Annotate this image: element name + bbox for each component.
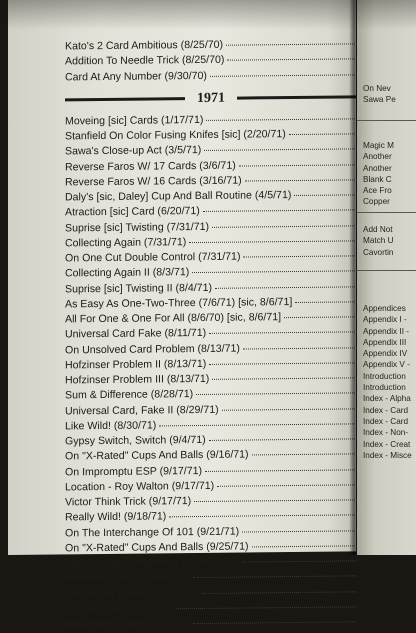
dot-leader xyxy=(202,590,357,594)
right-page-entry: Magic M xyxy=(363,141,394,150)
toc-entry xyxy=(65,67,357,85)
year-rule-right xyxy=(237,96,357,100)
dot-leader xyxy=(159,422,357,426)
dot-leader xyxy=(294,193,357,196)
dot-leader xyxy=(206,117,357,121)
right-page-entry: Another xyxy=(363,152,392,162)
dot-leader xyxy=(252,453,357,456)
toc-entry-title: Card At Any Number (9/30/70) xyxy=(65,69,207,83)
dot-leader xyxy=(215,285,357,288)
right-divider-1 xyxy=(357,120,416,121)
toc-entry-title: Really Wild! (9/18/71) xyxy=(65,510,167,524)
right-page-entry: Appendix III xyxy=(363,337,407,347)
dot-leader xyxy=(192,270,357,274)
dot-leader xyxy=(196,392,357,396)
toc-entry-title: Sum & Difference (8/28/71) xyxy=(65,388,194,402)
dot-leader xyxy=(289,132,357,135)
toc-entry-title: On One Cut Double Control (7/31/71) xyxy=(65,250,241,265)
right-page-entry: Add Not xyxy=(363,225,393,234)
toc-entry-title: On Unsolved Card Problem (8/13/71) xyxy=(65,342,240,356)
toc-entry-title: Collecting Again (7/31/71) xyxy=(65,235,187,250)
toc-entry-title: As Easy As One-Two-Three (7/6/71) [sic, 8/6/71] xyxy=(65,295,293,311)
toc-entry-title: On Slap Jack (10/7/71) xyxy=(65,602,174,616)
dot-leader xyxy=(243,254,357,257)
toc-entry-title: Sawa's Close-up Act (3/5/71) xyxy=(65,144,202,158)
dot-leader xyxy=(209,331,357,335)
toc-entry-title: On Freight Elevator (107/71) xyxy=(65,586,200,600)
toc-entry-title: On "X-Rated" Cups And Balls (9/16/71) xyxy=(65,448,249,463)
dot-leader xyxy=(239,163,357,166)
right-page-entry: Appendices xyxy=(363,304,406,313)
table-of-contents xyxy=(65,36,357,632)
dot-leader xyxy=(222,407,357,410)
toc-entry-title: On "X-Rated" Cups And Balls (9/25/71) xyxy=(65,540,249,555)
right-page-entry: Sawa Pe xyxy=(363,95,396,105)
toc-entry-title: Suprise [sic] Twisting II (8/4/71) xyxy=(65,281,212,295)
toc-entry-title: Misprinted Cards (10/8/71) xyxy=(65,617,191,631)
dot-leader xyxy=(212,376,357,380)
right-page-entry: Blank C xyxy=(363,174,392,184)
dot-leader xyxy=(243,346,357,349)
right-divider-3 xyxy=(357,270,416,271)
right-group-3 xyxy=(363,224,416,258)
toc-entry-title: Victor Think Trick (9/17/71) xyxy=(65,495,192,509)
toc-entry-title: Penetrating Aces (9/30/71) xyxy=(65,571,191,585)
dot-leader xyxy=(242,529,357,532)
right-page-entry: Index - Card xyxy=(363,416,409,426)
dot-leader xyxy=(217,483,357,486)
right-page-entry: Ace Fro xyxy=(363,186,392,196)
dot-leader xyxy=(189,239,357,243)
dot-leader xyxy=(227,58,357,61)
right-page-entry: Index - Creat xyxy=(363,439,411,449)
toc-entry-title: Universal Card Fake (8/11/71) xyxy=(65,327,207,341)
toc-entry-title: Universal Card, Fake II (8/29/71) xyxy=(65,403,219,417)
pre-1971-entries xyxy=(65,36,357,85)
right-page-entry: Introduction xyxy=(363,371,406,381)
dot-leader xyxy=(252,544,357,547)
toc-entry-title: Collecting Again II (8/3/71) xyxy=(65,266,190,280)
right-page-entry: Introduction xyxy=(363,383,406,393)
toc-entry-title: Hofzinser Problem II (8/13/71) xyxy=(65,357,207,372)
dot-leader xyxy=(204,148,357,152)
toc-entry-title: Daly's [sic, Daley] Cup And Ball Routine (4/5/71) xyxy=(65,189,292,204)
right-page-entry: Index - Card xyxy=(363,405,409,415)
toc-entry-title: All For One & One For All (8/6/70) [sic, 8/6/71] xyxy=(65,311,282,326)
toc-entry-title: Moveing [sic] Cards (1/17/71) xyxy=(65,113,204,128)
toc-entry-title: Atraction [sic] Card (6/20/71) xyxy=(65,205,200,219)
right-group-1 xyxy=(363,83,416,106)
year-rule-left xyxy=(65,97,185,101)
toc-entry-title: Stanfield On Color Fusing Knifes [sic] (2/20/71) xyxy=(65,128,286,143)
dot-leader xyxy=(245,178,357,181)
toc-entry-title: Addition To Needle Trick (8/25/70) xyxy=(65,53,225,68)
dot-leader xyxy=(169,514,357,518)
right-page-entry: Copper xyxy=(363,197,390,207)
dot-leader xyxy=(212,224,357,228)
right-page-entry: On Nev xyxy=(363,84,391,93)
right-page-entry: Appendix II - xyxy=(363,326,409,336)
right-group-2 xyxy=(363,140,416,208)
dot-leader xyxy=(242,559,357,562)
left-page xyxy=(8,0,356,631)
dot-leader xyxy=(194,498,357,502)
dot-leader xyxy=(209,361,357,365)
dot-leader xyxy=(226,42,357,45)
toc-entry-title: Reverse Faros W/ 16 Cards (3/16/71) xyxy=(65,174,242,189)
toc-entry xyxy=(65,614,357,632)
toc-entry-title: Hofzinser Problem III (8/13/71) xyxy=(65,372,210,387)
toc-entry-title: On Impromptu ESP (9/17/71) xyxy=(65,464,202,478)
dot-leader xyxy=(205,468,357,472)
dot-leader xyxy=(203,209,357,213)
right-page-entry: Index - Alpha xyxy=(363,394,411,404)
right-page-entry: Match U xyxy=(363,236,394,246)
1971-entries xyxy=(65,111,357,633)
toc-entry-title: Like Wild! (8/30/71) xyxy=(65,419,157,433)
right-group-4 xyxy=(363,303,416,461)
dot-leader xyxy=(295,300,357,303)
right-page-entry: Cavortin xyxy=(363,247,394,257)
year-heading xyxy=(65,86,357,111)
dot-leader xyxy=(193,620,357,624)
dot-leader xyxy=(176,605,357,609)
right-page-entry: Appendix V - xyxy=(363,360,410,370)
toc-entry-title: Suprise [sic] Twisting (7/31/71) xyxy=(65,220,210,234)
dot-leader xyxy=(284,315,357,318)
right-page-entry: Index - Non- xyxy=(363,428,409,438)
dot-leader xyxy=(209,437,357,441)
year-label: 1971 xyxy=(197,90,225,106)
toc-entry-title: Location - Roy Walton (9/17/71) xyxy=(65,479,215,494)
right-page xyxy=(357,0,416,555)
right-page-entry: Appendix I - xyxy=(363,315,407,325)
right-page-entry: Appendix IV xyxy=(363,349,408,359)
dot-leader xyxy=(193,575,357,579)
dot-leader xyxy=(210,73,357,77)
right-page-entry: Another xyxy=(363,163,392,173)
right-page-entry: Index - Misce xyxy=(363,450,412,460)
right-divider-2 xyxy=(357,212,416,213)
toc-entry-title: Gypsy Switch, Switch (9/4/71) xyxy=(65,433,206,448)
toc-entry-title: Kato's 2 Card Ambitious (8/25/70) xyxy=(65,38,224,53)
toc-entry-title: Reverse Faros W/ 17 Cards (3/6/71) xyxy=(65,159,236,173)
toc-entry-title: Interchange Of Highway #1 (9/29/71) xyxy=(65,555,239,570)
toc-entry-title: On The Interchange Of 101 (9/21/71) xyxy=(65,525,240,539)
